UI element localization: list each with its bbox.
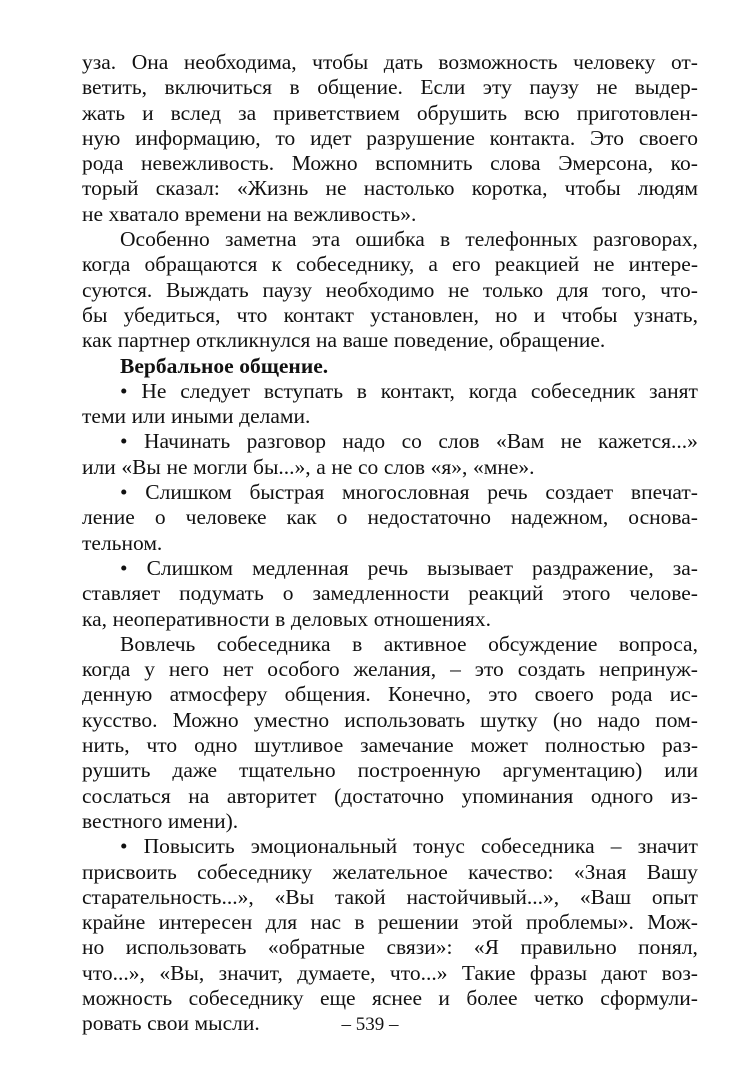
- text-line: но использовать «обратные связи»: «Я правильно понял,: [82, 935, 698, 960]
- text-line: как партнер откликнулся на ваше поведение, обращение.: [82, 328, 606, 353]
- text-line: ление о человеке как о недостаточно надежном, основа-: [82, 505, 698, 530]
- text-line: не хватало времени на вежливость».: [82, 201, 417, 226]
- text-line: когда обращаются к собеседнику, а его реакцией не интере-: [82, 252, 698, 277]
- text-line: уза. Она необходима, чтобы дать возможность человеку от-: [82, 50, 698, 74]
- paragraph: [82, 556, 698, 632]
- text-line: когда у него нет особого желания, – это создать непринуж-: [82, 657, 698, 682]
- text-line: жать и вслед за приветствием обрушить всю приготовлен-: [82, 100, 698, 125]
- paragraph: [82, 632, 698, 834]
- text-line: денную атмосферу общения. Конечно, это своего рода ис-: [82, 682, 698, 707]
- text-line: вестного имени).: [82, 808, 239, 833]
- text-line: ветить, включиться в общение. Если эту паузу не выдер-: [82, 75, 698, 100]
- text-line: что...», «Вы, значит, думаете, что...» Такие фразы дают воз-: [82, 960, 698, 985]
- paragraph: [82, 227, 698, 353]
- text-line: • Не следует вступать в контакт, когда собеседник занят: [120, 378, 698, 403]
- text-line: ровать свои мысли.: [82, 1011, 260, 1036]
- text-line: крайне интересен для нас в решении этой проблемы». Мож-: [82, 910, 698, 935]
- text-line: • Слишком медленная речь вызывает раздражение, за-: [120, 555, 698, 580]
- text-line: суются. Выждать паузу необходимо не только для того, что-: [82, 277, 698, 302]
- text-line: можность собеседнику еще яснее и более четко сформули-: [82, 985, 698, 1010]
- text-line: • Повысить эмоциональный тонус собеседника – значит: [120, 834, 698, 859]
- text-body: [82, 50, 698, 1037]
- section-heading: [82, 354, 698, 379]
- text-line: Вербальное общение.: [120, 353, 329, 378]
- text-line: Вовлечь собеседника в активное обсуждение вопроса,: [120, 631, 698, 656]
- paragraph: [82, 429, 698, 480]
- text-line: • Слишком быстрая многословная речь создает впечат-: [120, 480, 698, 505]
- text-line: или «Вы не могли бы...», а не со слов «я», «мне».: [82, 454, 535, 479]
- text-line: • Начинать разговор надо со слов «Вам не кажется...»: [120, 429, 698, 454]
- text-line: теми или иными делами.: [82, 404, 311, 429]
- text-line: рушить даже тщательно построенную аргументацию) или: [82, 758, 698, 783]
- text-line: сослаться на авторитет (достаточно упоминания одного из-: [82, 783, 698, 808]
- text-line: ную информацию, то идет разрушение контакта. Это своего: [82, 125, 698, 150]
- text-line: старательность...», «Вы такой настойчивый...», «Ваш опыт: [82, 884, 698, 909]
- paragraph: [82, 834, 698, 1036]
- paragraph: [82, 379, 698, 430]
- paragraph: [82, 480, 698, 556]
- page-number: – 539 –: [341, 1014, 399, 1035]
- text-line: присвоить собеседнику желательное качество: «Зная Вашу: [82, 859, 698, 884]
- text-line: ставляет подумать о замедленности реакций этого челове-: [82, 581, 698, 606]
- text-line: торый сказал: «Жизнь не настолько коротка, чтобы людям: [82, 176, 698, 201]
- text-line: нить, что одно шутливое замечание может полностью раз-: [82, 733, 698, 758]
- text-line: кусство. Можно уместно использовать шутку (но надо пом-: [82, 707, 698, 732]
- text-line: Особенно заметна эта ошибка в телефонных разговорах,: [120, 227, 698, 252]
- paragraph: [82, 50, 698, 227]
- text-line: ка, неоперативности в деловых отношениях.: [82, 606, 491, 631]
- text-line: бы убедиться, что контакт установлен, но и чтобы узнать,: [82, 302, 698, 327]
- text-line: рода невежливость. Можно вспомнить слова Эмерсона, ко-: [82, 151, 698, 176]
- text-line: тельном.: [82, 530, 163, 555]
